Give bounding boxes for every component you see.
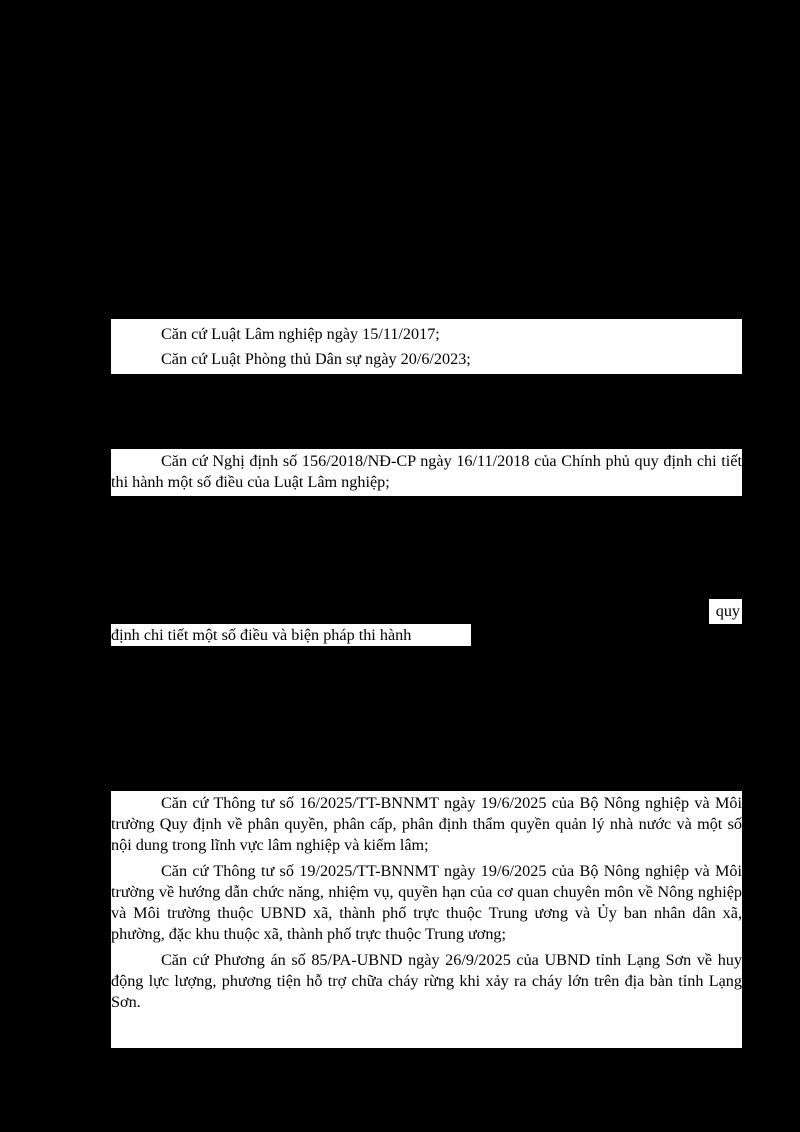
- legal-basis-block-3: [111, 791, 742, 1048]
- legal-basis-fragment-end: quy: [709, 599, 742, 624]
- legal-basis-block-2: [111, 449, 742, 496]
- legal-basis-civil-defense-law: Căn cứ Luật Phòng thủ Dân sự ngày 20/6/2023;: [161, 350, 471, 368]
- legal-basis-fragment-line: định chi tiết một số điều và biện pháp thi hành: [111, 624, 471, 646]
- legal-basis-circular-19: Căn cứ Thông tư số 19/2025/TT-BNNMT ngày 19/6/2025 của Bộ Nông nghiệp và Môi trường về hướng dẫn chức năng, nhiệm vụ, quyền hạn của cơ quan chuyên môn về Nông nghiệp và Môi trường thuộc UBND xã, thành phố trực thuộc Trung ương và Ủy ban nhân dân xã, phường, đặc khu thuộc xã, thành phố trực thuộc Trung ương;: [111, 862, 742, 943]
- legal-basis-block-1: [111, 319, 742, 374]
- legal-basis-plan-85: Căn cứ Phương án số 85/PA-UBND ngày 26/9/2025 của UBND tỉnh Lạng Sơn về huy động lực lượng, phương tiện hỗ trợ chữa cháy rừng khi xảy ra cháy lớn trên địa bàn tỉnh Lạng Sơn.: [111, 951, 742, 1011]
- legal-basis-circular-16: Căn cứ Thông tư số 16/2025/TT-BNNMT ngày 19/6/2025 của Bộ Nông nghiệp và Môi trường Quy định về phân quyền, phân cấp, phân định thẩm quyền quản lý nhà nước và một số nội dung trong lĩnh vực lâm nghiệp và kiểm lâm;: [111, 794, 742, 854]
- legal-basis-decree-156: Căn cứ Nghị định số 156/2018/NĐ-CP ngày 16/11/2018 của Chính phủ quy định chi tiết thi hành một số điều của Luật Lâm nghiệp;: [111, 452, 742, 491]
- legal-basis-forestry-law: Căn cứ Luật Lâm nghiệp ngày 15/11/2017;: [161, 325, 440, 343]
